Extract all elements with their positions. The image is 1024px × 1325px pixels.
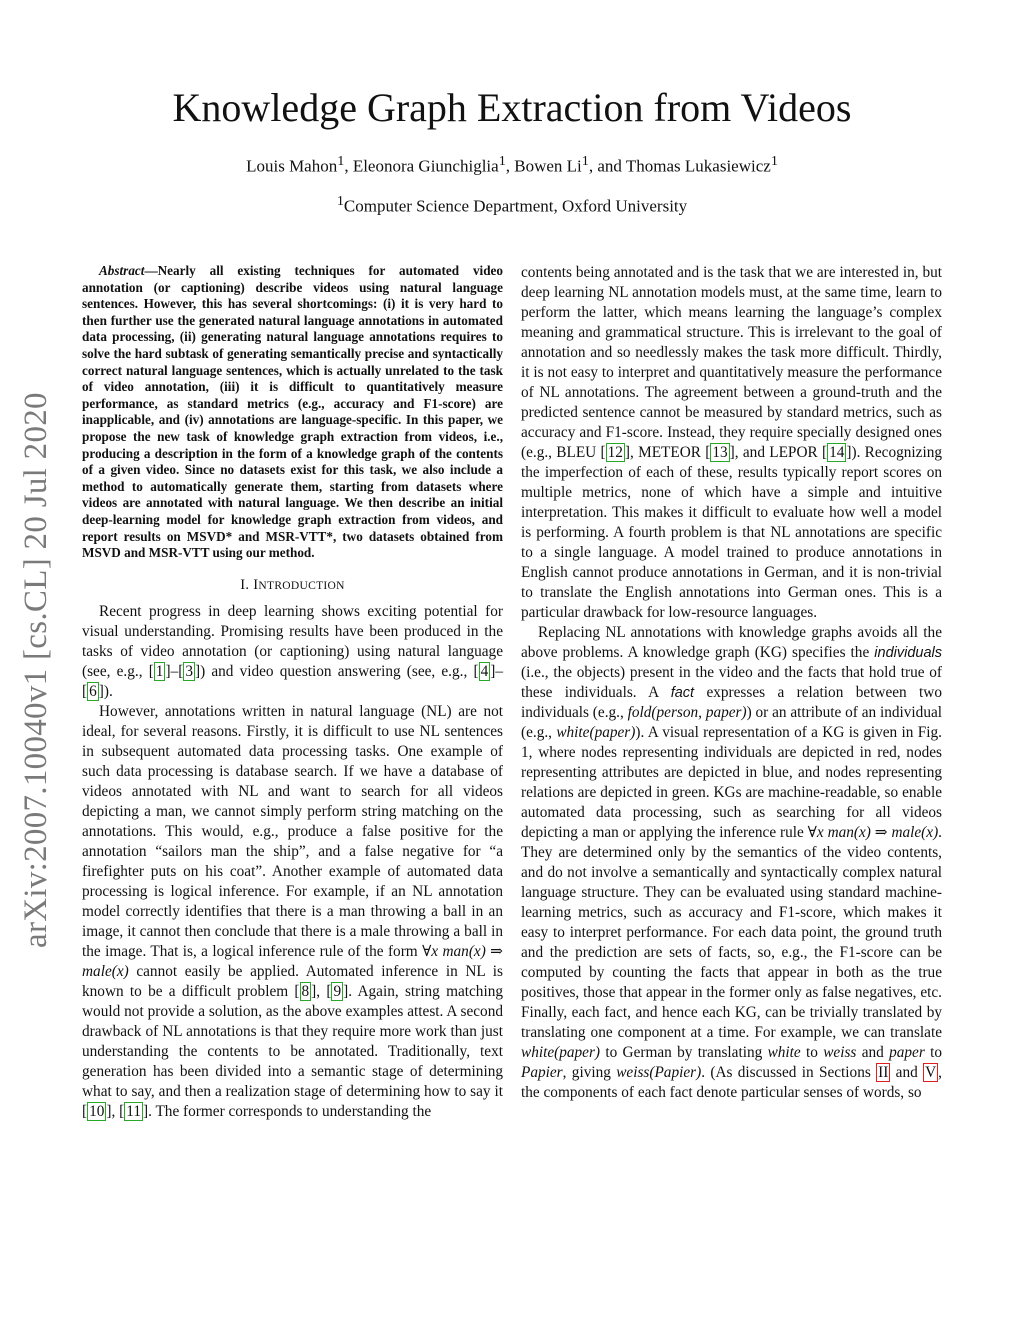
text-run: ], and LEPOR [ xyxy=(729,444,828,461)
math-term: paper xyxy=(889,1044,925,1061)
intro-paragraph-2 xyxy=(82,702,503,1122)
abstract-dash: — xyxy=(144,263,158,278)
math-term: Papier xyxy=(521,1064,563,1081)
text-run: – xyxy=(170,662,179,680)
text-run: ) or an attribute of an individual (e.g., xyxy=(521,704,943,741)
left-column xyxy=(82,263,503,1122)
text-run: (i.e., the objects) present in the video and the facts that hold true of these individuals. A xyxy=(521,664,942,701)
abstract-lead: Abstract xyxy=(99,263,145,278)
text-run: ) and video question answering (see, e.g., xyxy=(200,662,474,680)
math-term: weiss xyxy=(823,1044,857,1061)
citation-link[interactable]: 8 xyxy=(301,982,310,1000)
text-run: ], [ xyxy=(106,1102,125,1120)
abstract xyxy=(82,263,503,562)
intro-paragraph-1: Recent progress in deep learning shows exciting potential for visual understanding. Promising results have been produced in the tasks of video annotation (or captioning) using natural language (see, e.g., [ 1 ]–[ 3 ]) and video question answering (see, e.g., [ 4 ]–[ 6 ]). xyxy=(82,602,503,700)
affiliation-mark: 1 xyxy=(581,153,589,169)
citation-link[interactable]: 12 xyxy=(607,444,623,461)
text-run: . (As discussed in Sections xyxy=(701,1064,877,1081)
author-separator: , xyxy=(505,156,515,176)
text-run: ]). Recognizing the imperfection of each of these, results typically report scores on multiple metrics, none of which have a simple and intuitive interpretation. This makes it difficult to evaluate how well a model is performing. A fourth problem is that NL annotations are specific to a single language. A model trained to produce annotations in English cannot produce annotations in German, and it is non-trivial to translate the English annotations into German ones. This is a particular drawback for low-resource languages. xyxy=(521,444,942,621)
text-run: ]. The former corresponds to understanding the xyxy=(142,1102,432,1120)
citation-link[interactable]: 11 xyxy=(126,1102,141,1120)
math-term: white xyxy=(767,1044,801,1061)
section-title-rest: NTRODUCTION xyxy=(258,579,345,592)
text-run: cannot easily be applied. Automated inference in NL is known to be a difficult problem [ xyxy=(82,962,503,1000)
math-inference-rule: ∀x man(x) ⇒ male(x) xyxy=(807,824,939,841)
affiliation-mark: 1 xyxy=(337,153,345,169)
text-run: Replacing NL annotations with knowledge graphs avoids all the above problems. A knowledge graph (KG) specifies the xyxy=(521,624,942,661)
text-run: to xyxy=(800,1044,824,1061)
text-run: contents being annotated and is the task that we are interested in, but deep learning NL annotation models must, at the same time, learn to perform the latter, which means learning the language’s complex meaning and grammatical structure. This is irrelevant to the goal of annotation and so needlessly makes the task more difficult. Thirdly, it is not easy to interpret and quantitatively measure the performance of NL annotations. The agreement between a ground-truth and the predicted sentence cannot be measured by standard metrics, such as accuracy and F1-score. Instead, they require specially designed ones (e.g., BLEU [ xyxy=(521,264,942,461)
math-attribute-example: white(paper) xyxy=(556,724,636,741)
math-relation-example: fold(person, paper) xyxy=(627,704,747,721)
term-individuals: individuals xyxy=(874,645,942,661)
affiliation-text: Computer Science Department, Oxford University xyxy=(343,196,688,216)
text-run: , giving xyxy=(562,1064,617,1081)
text-run: . They are determined only by the semantics of the video contents, and do not involve a semantically and syntactically complex natural language structure. They can be evaluated using standard machine-learning metrics, such as accuracy and F1-score, which makes it easy to interpret performance. For each data point, the ground truth and the prediction are sets of facts, so, e.g., the F1-score can be computed by counting the facts that appear in both as the true positives, those that appear in the former only as false negatives, etc. Finally, each fact, and hence each KG, can be trivially translated by translating one component at a time. For example, we can translate xyxy=(521,824,942,1041)
affiliation-mark: 1 xyxy=(336,193,344,209)
citation-link[interactable]: 10 xyxy=(89,1102,105,1120)
text-run: Recent progress in deep learning shows exciting potential for visual understanding. Promising results have been produced in the tasks of video annotation (or captioning) using natural language (see, e.g., xyxy=(82,602,503,680)
text-run: to xyxy=(924,1044,942,1061)
author-name: Louis Mahon xyxy=(246,156,338,176)
math-term: white(paper) xyxy=(521,1044,601,1061)
text-run: ). A visual representation of a KG is given in Fig. 1, where nodes representing individuals are depicted in red, nodes representing attributes are depicted in blue, and nodes representing relations are depicted in green. KGs are machine-readable, so enable automated data processing, such as searching for all videos depicting a man or applying the inference rule xyxy=(521,724,942,841)
citation-link[interactable]: 3 xyxy=(185,662,193,680)
math-inference-rule: ∀x man(x) ⇒ male(x) xyxy=(82,942,503,980)
section-number: I. xyxy=(240,576,250,593)
text-run: and xyxy=(856,1044,890,1061)
citation-link[interactable]: 9 xyxy=(333,982,342,1000)
section-link[interactable]: II xyxy=(878,1064,889,1081)
author-separator: , and xyxy=(588,156,626,176)
affiliation xyxy=(0,193,1024,217)
author-name: Bowen Li xyxy=(514,156,582,176)
text-run: expresses a relation between two individuals (e.g., xyxy=(521,684,942,721)
section-heading xyxy=(82,577,503,594)
text-run: to German by translating xyxy=(600,1044,768,1061)
section-link[interactable]: V xyxy=(925,1064,937,1081)
right-column xyxy=(521,263,942,1103)
text-run: and xyxy=(890,1064,924,1081)
citation-link[interactable]: 14 xyxy=(829,444,845,461)
affiliation-mark: 1 xyxy=(770,153,778,169)
citation-link[interactable]: 1 xyxy=(155,662,164,680)
author-name: Thomas Lukasiewicz xyxy=(625,156,771,176)
text-run: ], METEOR [ xyxy=(624,444,711,461)
text-run: – xyxy=(495,662,503,680)
citation-link[interactable]: 4 xyxy=(480,662,489,680)
citation-link[interactable]: 6 xyxy=(89,682,97,700)
term-fact: fact xyxy=(670,685,695,701)
arxiv-identifier: arXiv:2007.10040v1 [cs.CL] 20 Jul 2020 xyxy=(18,392,54,948)
text-run: ]. Again, string matching would not provide a solution, as the above examples attest. A second drawback of NL annotations is that they require more work than just understanding the contents to be annotated. Traditionally, text generation has been divided into a semantic stage of determining what to say, and then a realization stage of determining how to say it [ xyxy=(82,982,503,1120)
citation-link[interactable]: 13 xyxy=(712,444,728,461)
author-name: Eleonora Giunchiglia xyxy=(352,156,499,176)
intro-paragraph-3 xyxy=(521,623,942,1103)
text-run: , the components of each fact denote particular senses of words, so xyxy=(521,1064,942,1101)
author-separator: , xyxy=(344,156,353,176)
section-first-letter: I xyxy=(253,576,259,593)
affiliation-mark: 1 xyxy=(498,153,506,169)
text-run: However, annotations written in natural language (NL) are not ideal, for several reasons. Firstly, it is difficult to use NL sentences in subsequent automated data processing tasks. One example of such data processing is database search. If we have a database of videos annotated with NL and want to search for all videos depicting a man, we cannot simply perform string matching on the annotations. This would, e.g., produce a false positive for the annotation “sailors man the ship”, and a false negative for “a firefighter puts on his coat”. Another example of automated data processing is logical inference. For example, if an NL annotation model correctly identifies that there is a man throwing a ball in an image, it cannot then conclude that there is a male throwing a ball in the image. That is, a logical inference rule of the form xyxy=(82,702,503,960)
abstract-text: Nearly all existing techniques for automated video annotation (or captioning) describe videos using natural language sentences. However, this has several shortcomings: (i) it is very hard to then further use the generated natural language annotations in automated data processing, (ii) generating natural language annotations requires to solve the hard subtask of generating semantically precise and syntactically correct natural language sentences, which is actually unrelated to the task of video annotation, (iii) it is difficult to quantitatively measure performance, as standard metrics (e.g., accuracy and F1-score) are inapplicable, and (iv) annotations are language-specific. In this paper, we propose the new task of knowledge graph extraction from videos, i.e., producing a description in the form of a knowledge graph of the contents of a given video. Since no datasets exist for this task, we also include a method to automatically generate them, starting from datasets where videos are annotated with natural language. We then describe an initial deep-learning model for knowledge graph extraction from videos, and report results on MSVD* and MSR-VTT*, two datasets obtained from MSVD and MSR-VTT using our method. xyxy=(82,263,503,561)
math-term: weiss(Papier) xyxy=(616,1064,702,1081)
intro-paragraph-2-continued xyxy=(521,263,942,623)
paper-title: Knowledge Graph Extraction from Videos xyxy=(172,85,852,130)
author-list xyxy=(0,153,1024,177)
text-run: ). xyxy=(103,682,113,700)
text-run: ], [ xyxy=(311,982,332,1000)
